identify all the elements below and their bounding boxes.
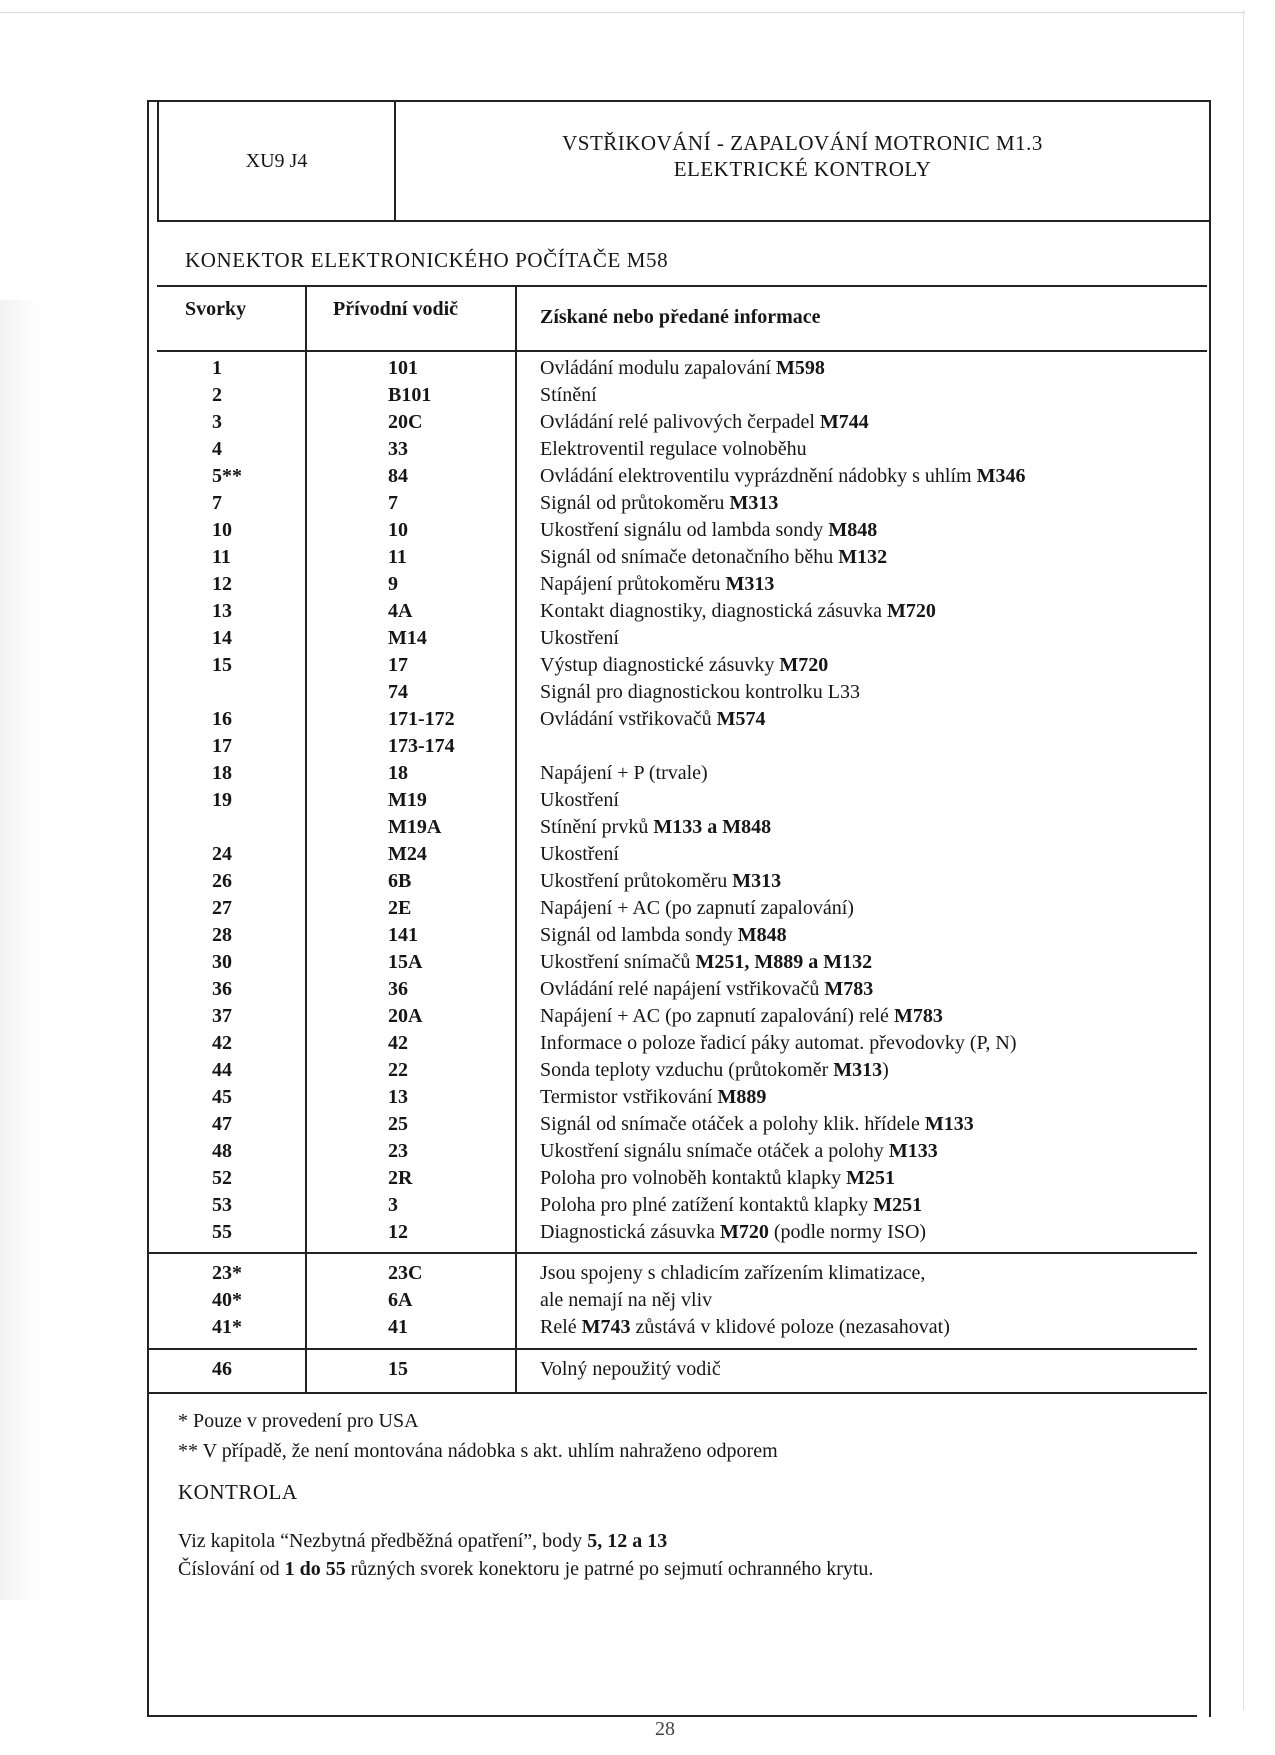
terminal-number: 37 <box>212 1005 232 1027</box>
signal-info-text: Signál od lambda sondy <box>540 924 738 946</box>
signal-info <box>540 949 872 976</box>
section-title: KONEKTOR ELEKTRONICKÉHO POČÍTAČE M58 <box>185 248 669 272</box>
component-code: M889 <box>717 1086 767 1108</box>
terminal-number: 24 <box>212 843 232 865</box>
signal-info-suffix: (podle normy ISO) <box>768 1221 927 1243</box>
table-row <box>0 787 1240 814</box>
signal-info <box>540 382 597 409</box>
signal-info <box>540 544 887 571</box>
title-line-1: VSTŘIKOVÁNÍ - ZAPALOVÁNÍ MOTRONIC M1.3 <box>562 131 1043 155</box>
table-bottom-rule <box>147 1392 1207 1394</box>
table-row <box>0 436 1240 463</box>
table-row <box>0 598 1240 625</box>
signal-info <box>540 760 708 787</box>
terminal-number: 26 <box>212 870 232 892</box>
signal-info <box>540 1003 943 1030</box>
signal-info <box>540 922 787 949</box>
table-row <box>0 976 1240 1003</box>
signal-info <box>540 1030 1017 1057</box>
wire-number: 42 <box>388 1032 408 1054</box>
wire-number: 33 <box>388 438 408 460</box>
wire-number: 13 <box>388 1086 408 1108</box>
wire-number: 12 <box>388 1221 408 1243</box>
signal-info <box>540 598 936 625</box>
table-row <box>0 1057 1240 1084</box>
wire-number: 20C <box>388 411 423 433</box>
terminal-number: 41* <box>212 1316 242 1338</box>
terminal-number: 15 <box>212 654 232 676</box>
page-number: 28 <box>655 1718 675 1740</box>
signal-info-text: Ukostření průtokoměru <box>540 870 733 892</box>
table-row <box>0 1192 1240 1219</box>
component-code: M251, M889 a M132 <box>695 951 873 973</box>
control-heading: KONTROLA <box>178 1480 298 1504</box>
table-row <box>0 517 1240 544</box>
terminal-number: 45 <box>212 1086 232 1108</box>
component-code: M848 <box>737 924 787 946</box>
table-row <box>0 1138 1240 1165</box>
wire-number: 141 <box>388 924 418 946</box>
signal-info-text: Stínění <box>540 384 597 406</box>
wire-number: 171-172 <box>388 708 455 730</box>
signal-info-text: Signál od snímače detonačního běhu <box>540 546 839 568</box>
signal-info-text: Ovládání modulu zapalování <box>540 357 777 379</box>
wire-number: 11 <box>388 546 407 568</box>
scan-top-edge <box>0 12 1245 13</box>
control-line-2-range: 1 do 55 <box>284 1558 346 1580</box>
terminal-number: 1 <box>212 357 222 379</box>
wire-number: M19 <box>388 789 427 811</box>
wire-number: 6A <box>388 1289 413 1311</box>
component-code: M720 <box>886 600 936 622</box>
title-line-2: ELEKTRICKÉ KONTROLY <box>673 157 932 181</box>
component-code: M133 <box>924 1113 974 1135</box>
signal-info <box>540 787 619 814</box>
signal-info <box>540 1314 950 1341</box>
signal-info-text: Sonda teploty vzduchu (průtokoměr <box>540 1059 834 1081</box>
terminal-number: 13 <box>212 600 232 622</box>
table-top-rule <box>157 285 1207 287</box>
component-code: M720 <box>779 654 829 676</box>
terminal-number: 44 <box>212 1059 232 1081</box>
component-code: M346 <box>976 465 1026 487</box>
wire-number: 7 <box>388 492 398 514</box>
component-code: M313 <box>732 870 782 892</box>
terminal-number: 3 <box>212 411 222 433</box>
component-code: M132 <box>838 546 888 568</box>
wire-number: M19A <box>388 816 442 838</box>
control-line-2-text: Číslování od <box>178 1558 285 1580</box>
table-row <box>0 895 1240 922</box>
wire-number: 23 <box>388 1140 408 1162</box>
column-header-wire: Přívodní vodič <box>333 298 459 320</box>
signal-info-text: Ukostření snímačů <box>540 951 696 973</box>
component-code: M743 <box>581 1316 631 1338</box>
header-box <box>157 100 1211 222</box>
signal-info-text: Výstup diagnostické zásuvky <box>540 654 780 676</box>
terminal-number: 14 <box>212 627 232 649</box>
control-line-2 <box>178 1556 873 1582</box>
signal-info-suffix: ) <box>882 1059 889 1081</box>
table-row <box>0 1287 1240 1314</box>
signal-info <box>540 490 778 517</box>
signal-info-text: Poloha pro plné zatížení kontaktů klapky <box>540 1194 874 1216</box>
table-row <box>0 922 1240 949</box>
component-code: M598 <box>776 357 825 379</box>
signal-info <box>540 841 619 868</box>
table-row <box>0 949 1240 976</box>
column-header-info: Získané nebo předané informace <box>540 306 821 328</box>
signal-info <box>540 517 877 544</box>
terminal-number: 48 <box>212 1140 232 1162</box>
component-code: M848 <box>828 519 878 541</box>
component-code: M313 <box>833 1059 883 1081</box>
signal-info-text: Ovládání relé palivových čerpadel <box>540 411 820 433</box>
control-line-1 <box>178 1528 667 1554</box>
component-code: M133 a M848 <box>653 816 772 838</box>
terminal-number: 30 <box>212 951 232 973</box>
signal-info-text: Diagnostická zásuvka <box>540 1221 720 1243</box>
document-title <box>396 130 1209 182</box>
component-code: M783 <box>824 978 874 1000</box>
signal-info-text: Ukostření <box>540 843 619 865</box>
wire-number: 15 <box>388 1358 408 1380</box>
terminal-number: 11 <box>212 546 231 568</box>
terminal-number: 46 <box>212 1358 232 1380</box>
terminal-number: 36 <box>212 978 232 1000</box>
terminal-number: 12 <box>212 573 232 595</box>
terminal-number: 5** <box>212 465 242 487</box>
signal-info <box>540 409 869 436</box>
table-row <box>0 382 1240 409</box>
wire-number: 41 <box>388 1316 408 1338</box>
table-row <box>0 1356 1240 1383</box>
signal-info-text: Informace o poloze řadicí páky automat. převodovky (P, N) <box>540 1032 1017 1054</box>
wire-number: 36 <box>388 978 408 1000</box>
signal-info-text: Napájení + AC (po zapnutí zapalování) <box>540 897 854 919</box>
table-row <box>0 1003 1240 1030</box>
signal-info <box>540 976 873 1003</box>
terminal-number: 27 <box>212 897 232 919</box>
signal-info-text: Ukostření <box>540 789 619 811</box>
terminal-number: 47 <box>212 1113 232 1135</box>
wire-number: 25 <box>388 1113 408 1135</box>
wire-number: 15A <box>388 951 423 973</box>
table-row <box>0 1030 1240 1057</box>
signal-info <box>540 706 766 733</box>
signal-info <box>540 1084 766 1111</box>
wire-number: 9 <box>388 573 398 595</box>
wire-number: 74 <box>388 681 408 703</box>
signal-info-suffix: zůstává v klidové poloze (nezasahovat) <box>630 1316 950 1338</box>
table-row <box>0 706 1240 733</box>
wire-number: 22 <box>388 1059 408 1081</box>
wire-number: 3 <box>388 1194 398 1216</box>
signal-info <box>540 571 774 598</box>
signal-info <box>540 1165 895 1192</box>
column-header-terminals: Svorky <box>185 298 247 320</box>
signal-info-text: Ovládání relé napájení vstřikovačů <box>540 978 825 1000</box>
wire-number: 6B <box>388 870 412 892</box>
control-line-1-points: 5, 12 a 13 <box>587 1530 668 1552</box>
wire-number: 84 <box>388 465 408 487</box>
wire-number: M14 <box>388 627 427 649</box>
signal-info <box>540 355 825 382</box>
terminal-number: 19 <box>212 789 232 811</box>
signal-info-text: Ukostření <box>540 627 619 649</box>
component-code: M574 <box>716 708 766 730</box>
control-line-2-rest: různých svorek konektoru je patrné po sejmutí ochranného krytu. <box>345 1558 874 1580</box>
signal-info <box>540 1219 926 1246</box>
footnote-usa: * Pouze v provedení pro USA <box>178 1410 419 1432</box>
table-row <box>0 652 1240 679</box>
terminal-number: 53 <box>212 1194 232 1216</box>
signal-info-text: ale nemají na něj vliv <box>540 1289 713 1311</box>
wire-number: B101 <box>388 384 432 406</box>
table-row <box>0 679 1240 706</box>
signal-info <box>540 868 781 895</box>
terminal-number: 52 <box>212 1167 232 1189</box>
signal-info-text: Napájení + AC (po zapnutí zapalování) relé <box>540 1005 894 1027</box>
terminal-number: 28 <box>212 924 232 946</box>
terminal-number: 17 <box>212 735 232 757</box>
table-row <box>0 1165 1240 1192</box>
signal-info-text: Signál od snímače otáček a polohy klik. hřídele <box>540 1113 925 1135</box>
wire-number: 2R <box>388 1167 413 1189</box>
engine-code: XU9 J4 <box>159 102 396 220</box>
wire-number: 18 <box>388 762 408 784</box>
signal-info-text: Kontakt diagnostiky, diagnostická zásuvka <box>540 600 887 622</box>
wire-number: 10 <box>388 519 408 541</box>
component-code: M133 <box>888 1140 938 1162</box>
wire-number: M24 <box>388 843 427 865</box>
signal-info <box>540 814 771 841</box>
component-code: M313 <box>729 492 779 514</box>
signal-info-text: Stínění prvků <box>540 816 654 838</box>
terminal-number: 16 <box>212 708 232 730</box>
signal-info-text: Napájení + P (trvale) <box>540 762 708 784</box>
signal-info-text: Napájení průtokoměru <box>540 573 726 595</box>
component-code: M720 <box>719 1221 769 1243</box>
footnote-canister: ** V případě, že není montována nádobka s akt. uhlím nahraženo odporem <box>178 1440 778 1462</box>
table-row <box>0 1084 1240 1111</box>
table-row <box>0 760 1240 787</box>
signal-info: Volný nepoužitý vodič <box>540 1358 721 1380</box>
signal-info-text: Signál pro diagnostickou kontrolku L33 <box>540 681 860 703</box>
control-line-1-text: Viz kapitola “Nezbytná předběžná opatření”, body <box>178 1530 588 1552</box>
terminal-number: 55 <box>212 1221 232 1243</box>
table-row <box>0 868 1240 895</box>
usa-group-top-rule <box>147 1252 1197 1254</box>
signal-info <box>540 463 1025 490</box>
signal-info-text: Ovládání elektroventilu vyprázdnění nádobky s uhlím <box>540 465 977 487</box>
wire-number: 20A <box>388 1005 423 1027</box>
signal-info <box>540 1192 922 1219</box>
terminal-number: 2 <box>212 384 222 406</box>
table-row <box>0 733 1240 760</box>
signal-info <box>540 1111 974 1138</box>
table-row <box>0 1314 1240 1341</box>
signal-info-text: Signál od průtokoměru <box>540 492 730 514</box>
terminal-number: 4 <box>212 438 222 460</box>
signal-info-text: Jsou spojeny s chladicím zařízením klimatizace, <box>540 1262 926 1284</box>
signal-info <box>540 436 807 463</box>
signal-info-text: Relé <box>540 1316 582 1338</box>
component-code: M744 <box>819 411 869 433</box>
component-code: M783 <box>893 1005 943 1027</box>
signal-info <box>540 679 860 706</box>
signal-info <box>540 625 619 652</box>
signal-info <box>540 652 828 679</box>
table-row <box>0 571 1240 598</box>
signal-info-text: Poloha pro volnoběh kontaktů klapky <box>540 1167 847 1189</box>
component-code: M313 <box>725 573 775 595</box>
terminal-number: 10 <box>212 519 232 541</box>
signal-info <box>540 895 854 922</box>
wire-number: 17 <box>388 654 408 676</box>
table-row <box>0 355 1240 382</box>
terminal-number: 42 <box>212 1032 232 1054</box>
terminal-number: 40* <box>212 1289 242 1311</box>
table-row <box>0 1111 1240 1138</box>
table-row <box>0 625 1240 652</box>
wire-number: 2E <box>388 897 412 919</box>
header-bottom-rule <box>157 350 1207 352</box>
signal-info-text: Ukostření signálu od lambda sondy <box>540 519 829 541</box>
signal-info <box>540 1260 925 1287</box>
wire-number: 4A <box>388 600 413 622</box>
signal-info <box>540 1057 889 1084</box>
signal-info-text: Termistor vstřikování <box>540 1086 718 1108</box>
wire-number: 173-174 <box>388 735 455 757</box>
terminal-number: 23* <box>212 1262 242 1284</box>
signal-info <box>540 1287 712 1314</box>
table-row <box>0 841 1240 868</box>
table-row <box>0 1260 1240 1287</box>
page-frame-bottom <box>147 1715 1197 1717</box>
terminal-number: 7 <box>212 492 222 514</box>
signal-info-text: Ovládání vstřikovačů <box>540 708 717 730</box>
table-row <box>0 814 1240 841</box>
wire-number: 23C <box>388 1262 423 1284</box>
table-row <box>0 409 1240 436</box>
component-code: M251 <box>873 1194 923 1216</box>
wire-number: 101 <box>388 357 418 379</box>
terminal-number: 18 <box>212 762 232 784</box>
signal-info-text: Ukostření signálu snímače otáček a polohy <box>540 1140 889 1162</box>
table-row <box>0 463 1240 490</box>
usa-group-bottom-rule <box>147 1348 1197 1350</box>
table-row <box>0 1219 1240 1246</box>
table-row <box>0 544 1240 571</box>
signal-info <box>540 1138 938 1165</box>
signal-info-text: Elektroventil regulace volnoběhu <box>540 438 807 460</box>
component-code: M251 <box>846 1167 895 1189</box>
table-row <box>0 490 1240 517</box>
scan-right-edge <box>1243 10 1244 1710</box>
